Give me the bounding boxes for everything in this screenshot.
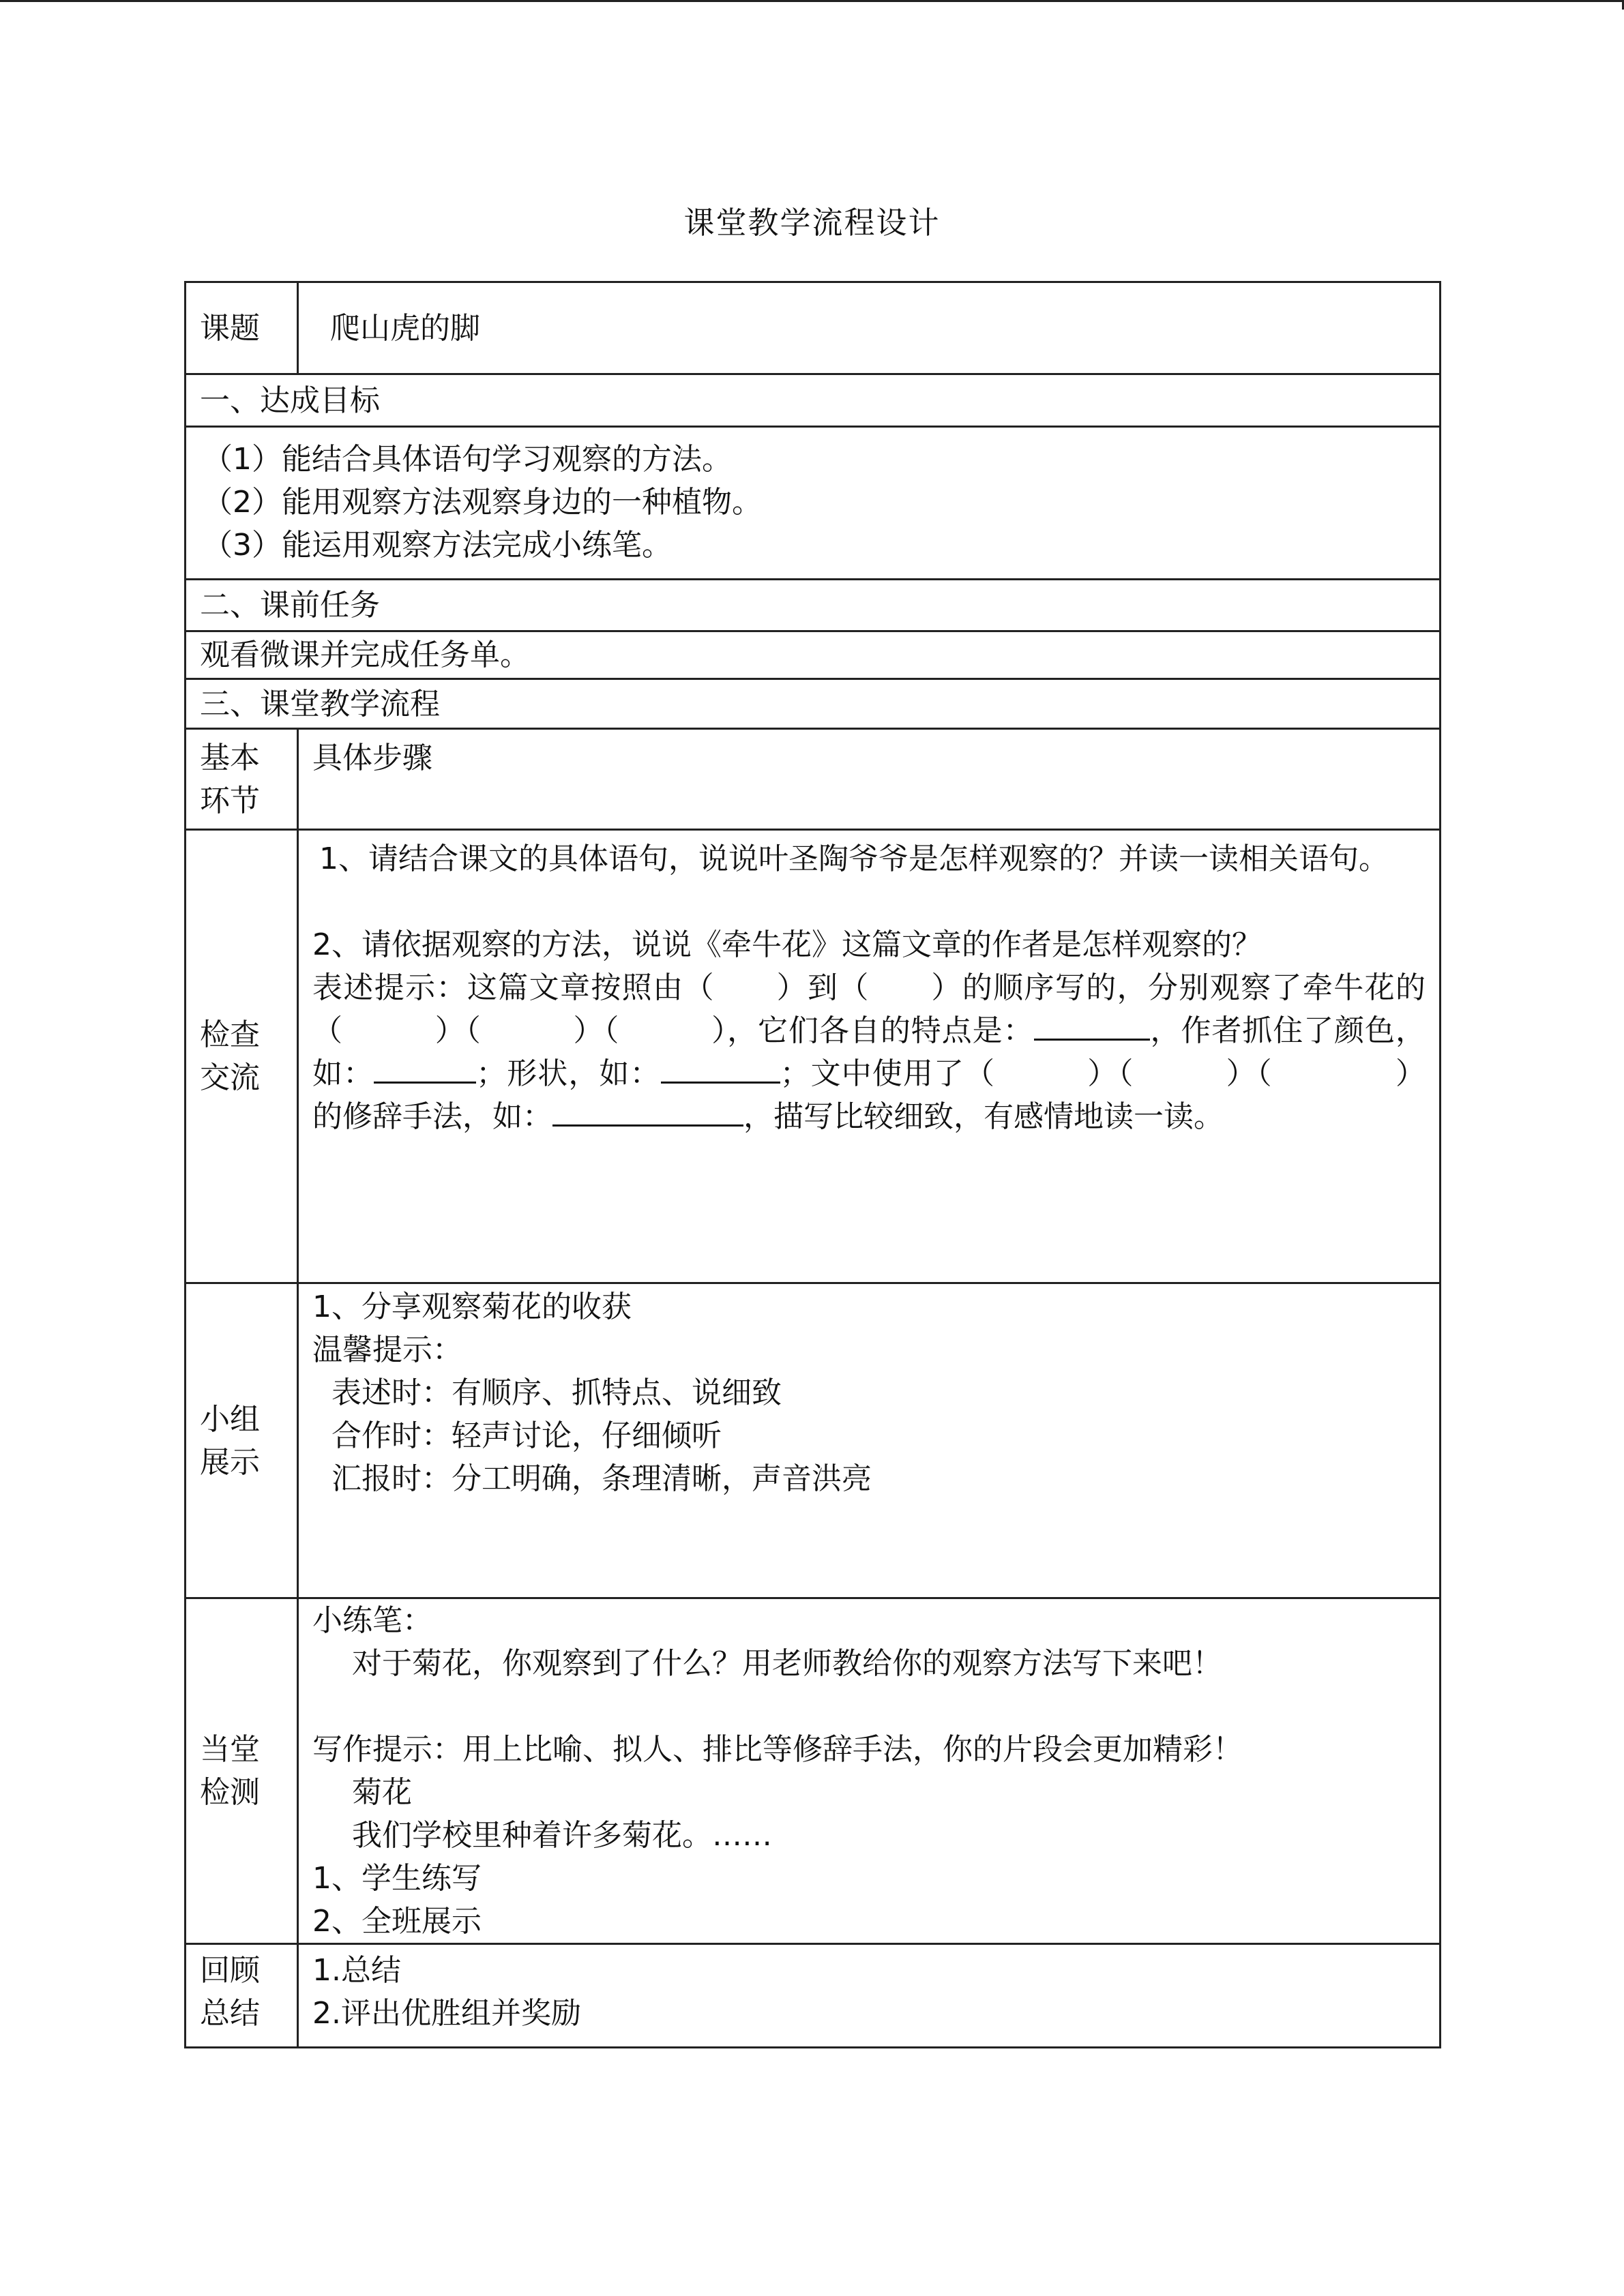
test-line-2: 对于菊花，你观察到了什么？用老师教给你的观察方法写下来吧！ [312,1646,1222,1681]
test-label-line-1: 当堂 [200,1732,260,1767]
spacer [312,1685,1426,1728]
answer-blank [661,1054,780,1084]
review-label [186,1944,298,2048]
pretask-heading-row [186,580,1441,631]
group-line-5: 汇报时：分工明确，条理清晰，声音洪亮 [312,1461,872,1496]
test-line-6: 1、学生练写 [312,1861,482,1896]
lesson-plan-table [184,281,1441,2048]
answer-blank [552,1097,743,1127]
goal-item-3: （3）能运用观察方法完成小练笔。 [203,528,672,563]
stage-header-line-2: 环节 [200,784,260,818]
review-label-line-1: 回顾 [200,1953,260,1988]
goals-heading-row [186,374,1441,427]
review-row [186,1944,1441,2048]
test-content [298,1598,1441,1944]
review-line-1: 1.总结 [312,1953,401,1988]
top-border-line [0,0,1624,2]
check-content [298,830,1441,1283]
group-line-3: 表述时：有顺序、抓特点、说细致 [312,1375,782,1410]
group-line-1: 1、分享观察菊花的收获 [312,1289,632,1324]
goals-heading: 一、达成目标 [186,374,1441,427]
topic-label: 课题 [186,282,298,374]
test-row [186,1598,1441,1944]
check-hint-part-3: ；形状，如： [476,1056,661,1091]
review-content [298,1944,1441,2048]
goal-item-2: （2）能用观察方法观察身边的一种植物。 [203,485,762,520]
check-hint-part-5: ，描写比较细致，有感情地读一读。 [743,1099,1224,1134]
test-label-line-2: 检测 [200,1775,260,1810]
check-hint-part-2: ，作者抓住了颜色，如： [312,1013,1426,1091]
pretask-row [186,631,1441,679]
test-line-1: 小练笔： [312,1603,432,1638]
stage-column-header [186,729,298,830]
group-label [186,1283,298,1598]
test-line-3: 写作提示：用上比喻、拟人、排比等修辞手法，你的片段会更加精彩！ [312,1732,1243,1767]
pretask-heading: 二、课前任务 [186,580,1441,631]
test-line-7: 2、全班展示 [312,1904,482,1939]
answer-blank [374,1054,476,1084]
group-label-line-1: 小组 [200,1401,260,1437]
check-row [186,830,1441,1283]
process-heading: 三、课堂教学流程 [186,679,1441,729]
topic-value: 爬山虎的脚 [298,282,1441,374]
topic-row [186,282,1441,374]
steps-column-header: 具体步骤 [298,729,1441,830]
process-header-row [186,729,1441,830]
spacer [312,880,1426,923]
review-label-line-2: 总结 [200,1996,260,2031]
group-label-line-2: 展示 [200,1444,260,1480]
goal-item-1: （1）能结合具体语句学习观察的方法。 [203,442,732,477]
pretask-text: 观看微课并完成任务单。 [186,631,1441,679]
check-hint-part-4: ；文中使用了（ ）（ ）（ ）的修辞手法，如： [312,1056,1426,1134]
process-heading-row [186,679,1441,729]
test-line-4: 菊花 [312,1775,412,1810]
check-hint-part-1: 表述提示：这篇文章按照由（ ）到（ ）的顺序写的，分别观察了牵牛花的（ ）（ ）（ ），它们各自的特点是： [312,970,1426,1048]
check-label-line-1: 检查 [200,1017,260,1052]
check-question-1: 1、请结合课文的具体语句，说说叶圣陶爷爷是怎样观察的？并读一读相关语句。 [319,841,1389,876]
review-line-2: 2.评出优胜组并奖励 [312,1996,581,2031]
check-hint [312,966,1426,1138]
group-line-4: 合作时：轻声讨论，仔细倾听 [312,1418,722,1453]
group-content [298,1283,1441,1598]
test-line-5: 我们学校里种着许多菊花。…… [312,1818,772,1853]
goals-list [186,427,1441,580]
check-label [186,830,298,1283]
page-title: 课堂教学流程设计 [683,205,941,241]
answer-blank [1034,1011,1150,1041]
group-row [186,1283,1441,1598]
stage-header-line-1: 基本 [200,741,260,775]
goals-row [186,427,1441,580]
check-question-2: 2、请依据观察的方法，说说《牵牛花》这篇文章的作者是怎样观察的？ [312,927,1262,962]
group-line-2: 温馨提示： [312,1332,462,1367]
test-label [186,1598,298,1944]
check-label-line-2: 交流 [200,1060,260,1095]
